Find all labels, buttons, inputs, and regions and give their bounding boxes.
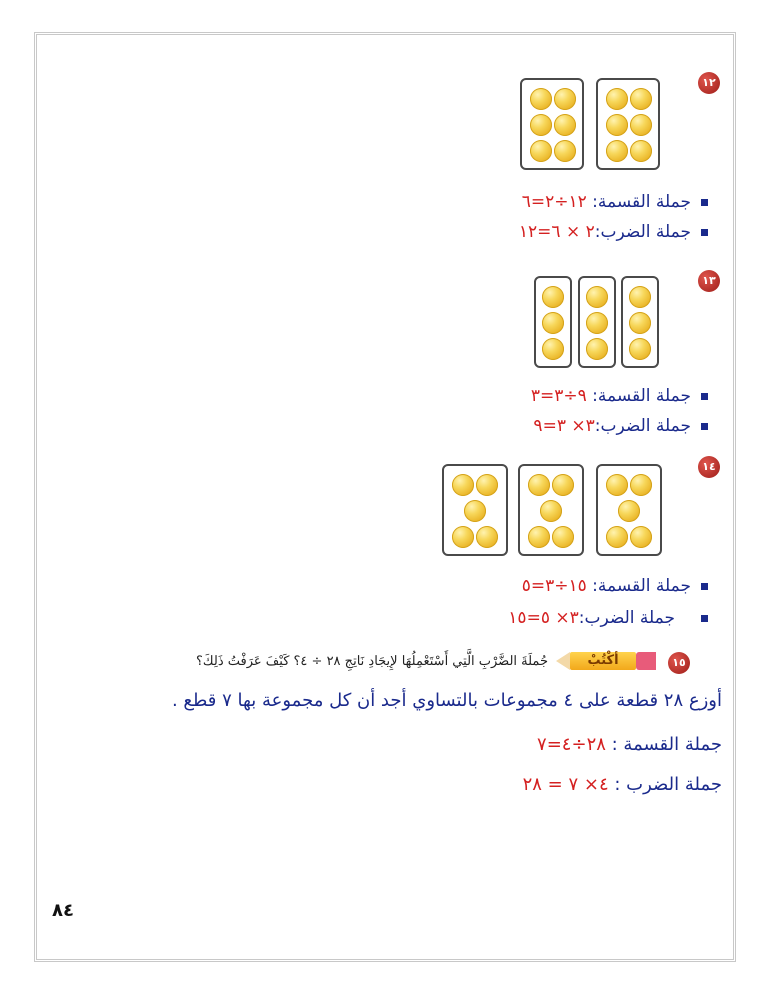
write-prompt xyxy=(196,650,656,672)
division-sentence: جملة القسمة: ١٢÷٢=٦ xyxy=(522,192,708,212)
counter xyxy=(476,474,498,496)
problem-badge-14: ١٤ xyxy=(698,456,720,478)
group-card xyxy=(518,464,584,556)
counter xyxy=(630,114,652,136)
counter xyxy=(542,338,564,360)
counter xyxy=(554,140,576,162)
counter xyxy=(586,286,608,308)
counter xyxy=(629,312,651,334)
division-sentence: جملة القسمة: ١٥÷٣=٥ xyxy=(522,576,708,596)
counter xyxy=(530,88,552,110)
page-number: ٨٤ xyxy=(52,900,74,921)
counter xyxy=(629,338,651,360)
counter xyxy=(618,500,640,522)
counter xyxy=(530,140,552,162)
counter xyxy=(630,88,652,110)
counter xyxy=(552,526,574,548)
multiplication-sentence: جملة الضرب : ٤× ٧ = ٢٨ xyxy=(522,774,722,795)
group-card xyxy=(520,78,584,170)
counter xyxy=(630,140,652,162)
bullet-icon xyxy=(701,199,708,206)
bullet-icon xyxy=(701,423,708,430)
division-sentence: جملة القسمة: ٩÷٣=٣ xyxy=(531,386,708,406)
counter xyxy=(630,526,652,548)
counter xyxy=(586,312,608,334)
counter xyxy=(542,312,564,334)
group-card xyxy=(596,464,662,556)
counter xyxy=(552,474,574,496)
counter xyxy=(528,474,550,496)
bullet-icon xyxy=(701,583,708,590)
counter xyxy=(528,526,550,548)
counter xyxy=(542,286,564,308)
bullet-icon xyxy=(701,615,708,622)
group-card xyxy=(534,276,572,368)
counter xyxy=(629,286,651,308)
counter xyxy=(630,474,652,496)
pencil-icon: أكْتُبْ xyxy=(556,650,656,672)
group-card xyxy=(621,276,659,368)
counter xyxy=(606,114,628,136)
group-card xyxy=(578,276,616,368)
bullet-icon xyxy=(701,393,708,400)
multiplication-sentence: جملة الضرب:٣× ٣=٩ xyxy=(533,416,708,436)
counter xyxy=(606,140,628,162)
division-sentence: جملة القسمة : ٢٨÷٤=٧ xyxy=(537,734,722,755)
multiplication-sentence: جملة الضرب:٢ × ٦=١٢ xyxy=(519,222,708,242)
answer-explanation: أوزع ٢٨ قطعة على ٤ مجموعات بالتساوي أجد أن كل مجموعة بها ٧ قطع . xyxy=(171,690,722,711)
counter xyxy=(606,474,628,496)
group-card xyxy=(442,464,508,556)
counter xyxy=(554,114,576,136)
counter xyxy=(606,526,628,548)
question-text: جُملَةَ الضَّرْبِ الَّتِي أَسْتَعْمِلُهَا لإِيجَادِ نَاتِجِ ٢٨ ÷ ٤؟ كَيْفَ عَرَفْتُ ذَلِكَ؟ xyxy=(196,653,548,669)
counter xyxy=(530,114,552,136)
problem-badge-12: ١٢ xyxy=(698,72,720,94)
multiplication-sentence: جملة الضرب:٣× ٥=١٥ xyxy=(508,608,708,628)
counter xyxy=(586,338,608,360)
problem-badge-15: ١٥ xyxy=(668,652,690,674)
counter xyxy=(540,500,562,522)
problem-badge-13: ١٣ xyxy=(698,270,720,292)
counter xyxy=(464,500,486,522)
group-card xyxy=(596,78,660,170)
counter xyxy=(554,88,576,110)
counter xyxy=(476,526,498,548)
counter xyxy=(452,526,474,548)
bullet-icon xyxy=(701,229,708,236)
counter xyxy=(452,474,474,496)
counter xyxy=(606,88,628,110)
